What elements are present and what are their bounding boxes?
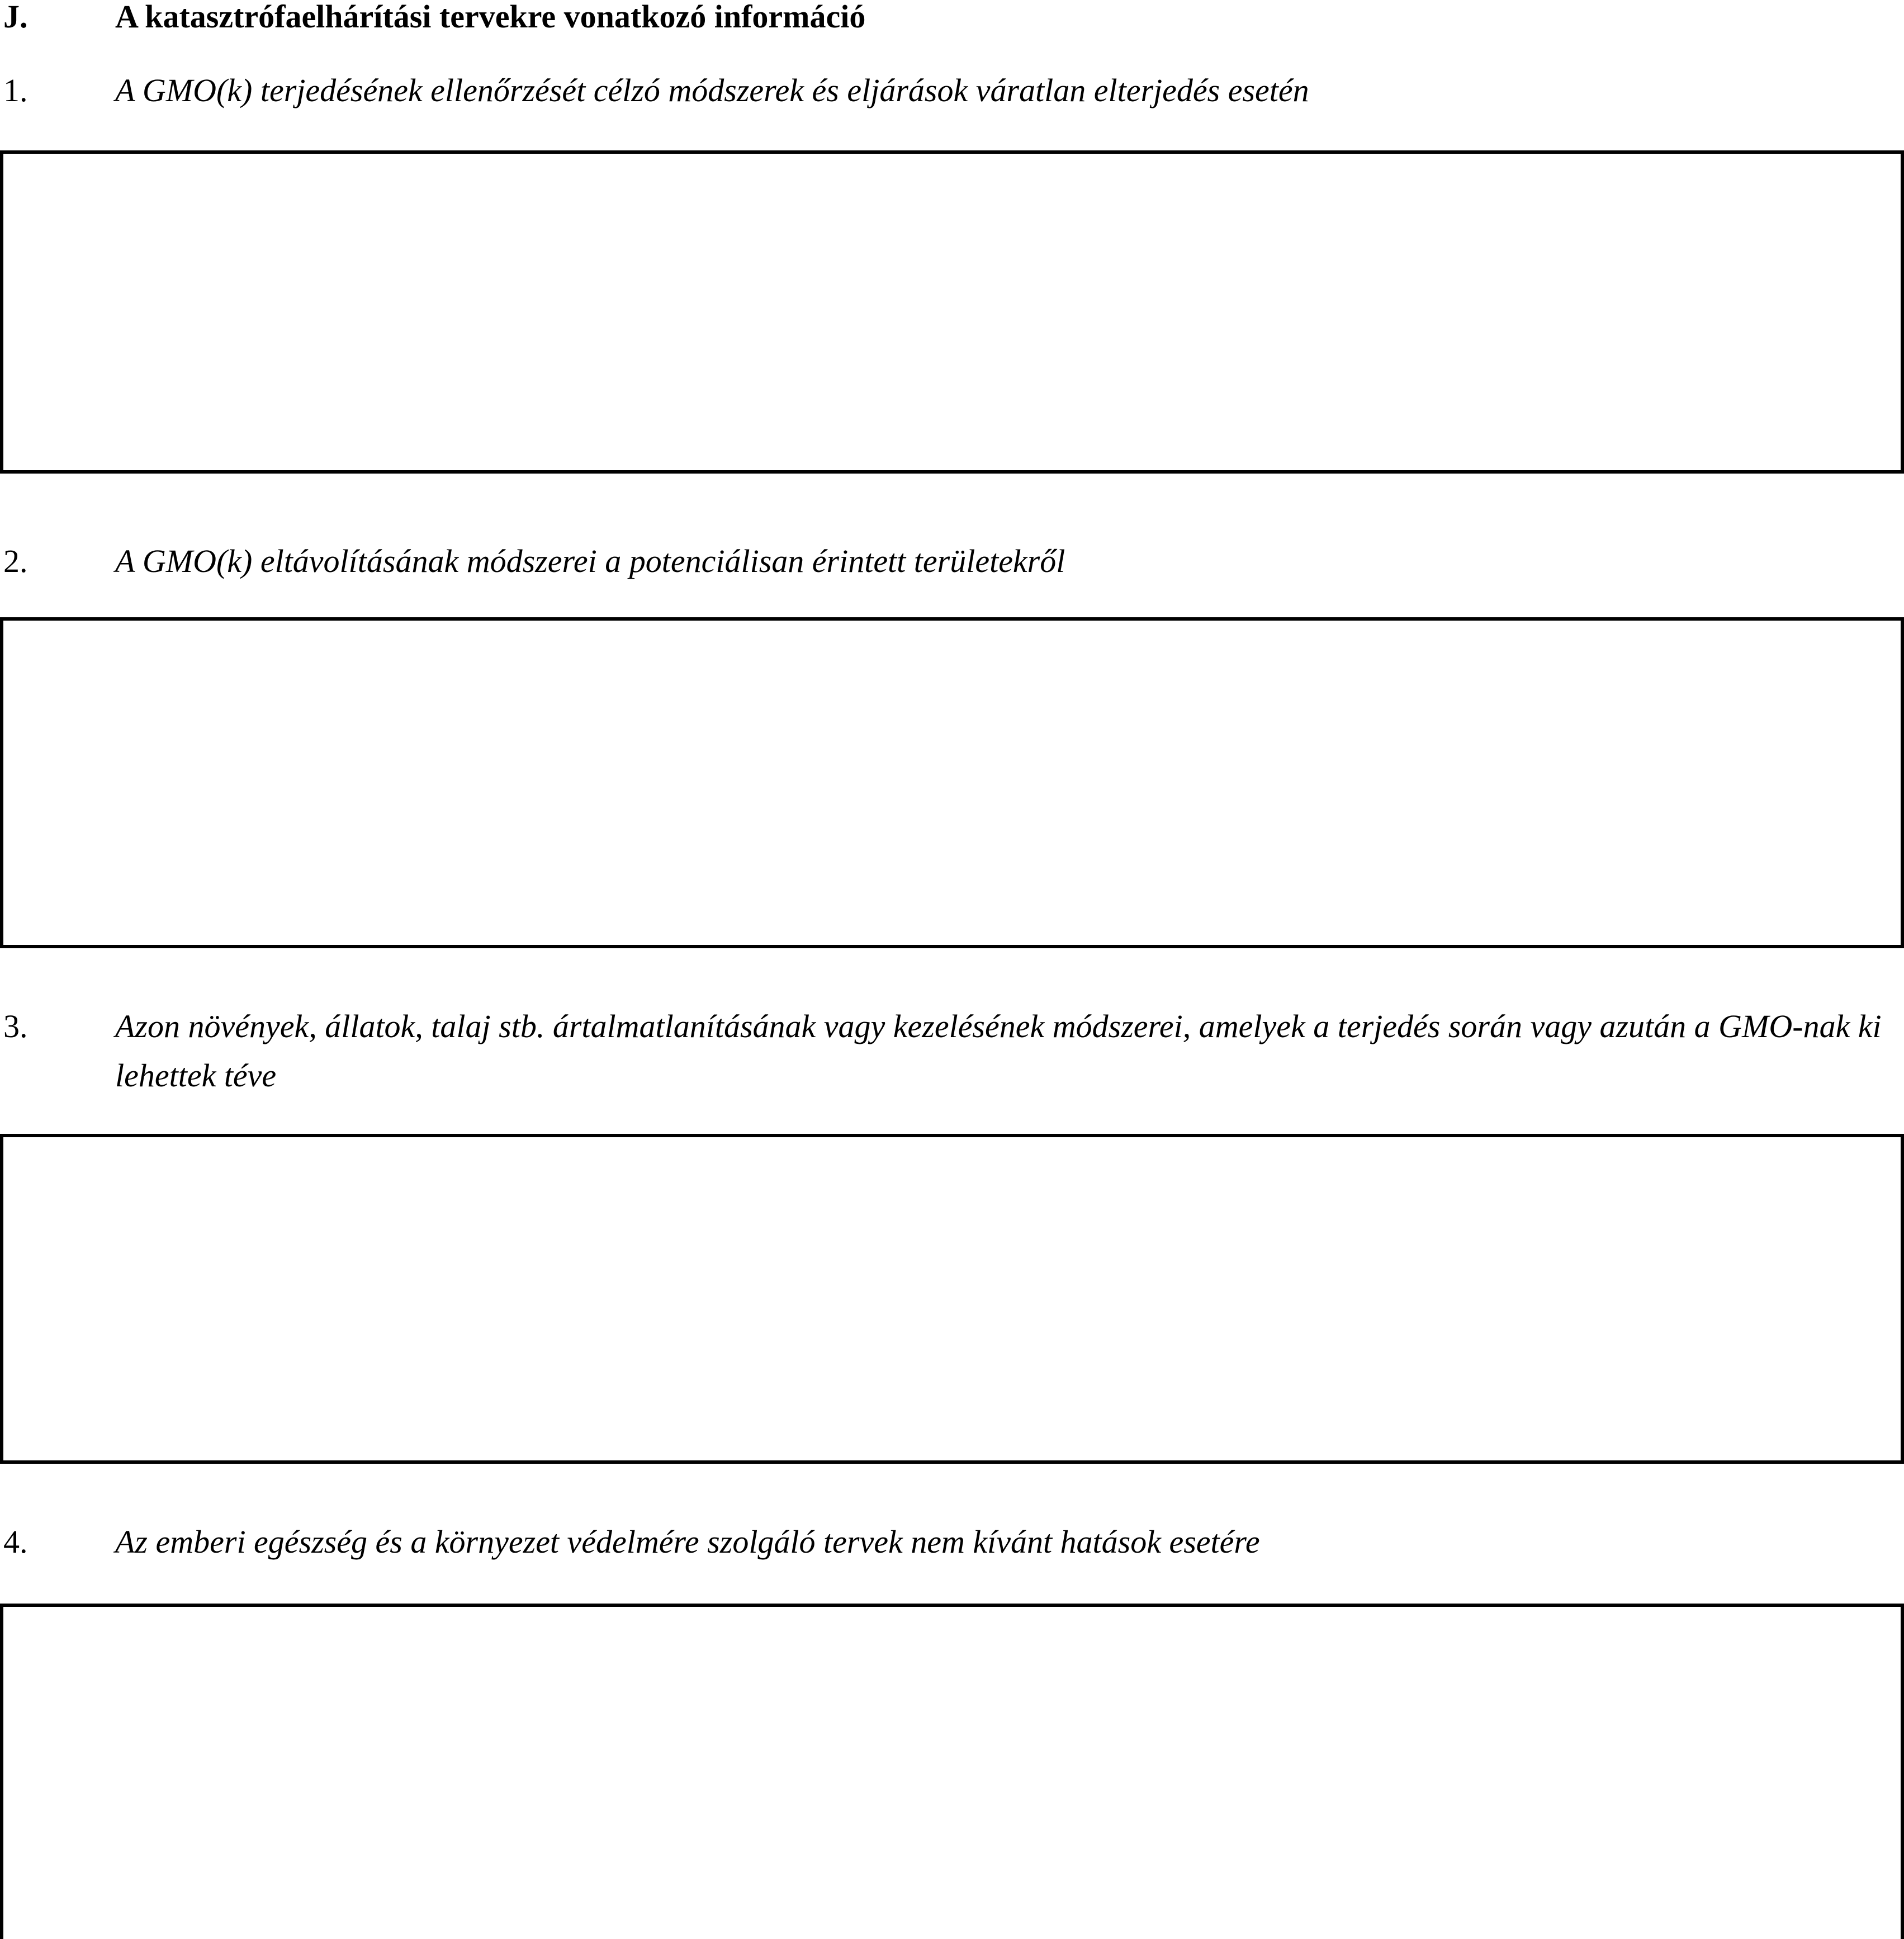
- section-title: A katasztrófaelhárítási tervekre vonatkozó információ: [115, 0, 866, 35]
- item-2-number: 2.: [3, 543, 28, 579]
- item-2-answer-box[interactable]: [0, 617, 1904, 948]
- section-label: J.: [3, 0, 28, 35]
- item-1-answer-box[interactable]: [0, 150, 1904, 474]
- item-4-number: 4.: [3, 1524, 28, 1560]
- item-4-text: Az emberi egészség és a környezet védelmére szolgáló tervek nem kívánt hatások esetére: [115, 1524, 1260, 1560]
- item-1-number: 1.: [3, 72, 28, 108]
- item-4-answer-box[interactable]: [0, 1604, 1904, 1939]
- item-2-text: A GMO(k) eltávolításának módszerei a potenciálisan érintett területekről: [115, 543, 1065, 579]
- item-3-number: 3.: [3, 1008, 28, 1044]
- item-3-answer-box[interactable]: [0, 1134, 1904, 1464]
- item-3-text: Azon növények, állatok, talaj stb. ártalmatlanításának vagy kezelésének módszerei, amelyek a terjedés során vagy azután a GMO-nak ki lehettek téve: [115, 1008, 1882, 1094]
- item-1-text: A GMO(k) terjedésének ellenőrzését célzó módszerek és eljárások váratlan elterjedés esetén: [115, 72, 1309, 108]
